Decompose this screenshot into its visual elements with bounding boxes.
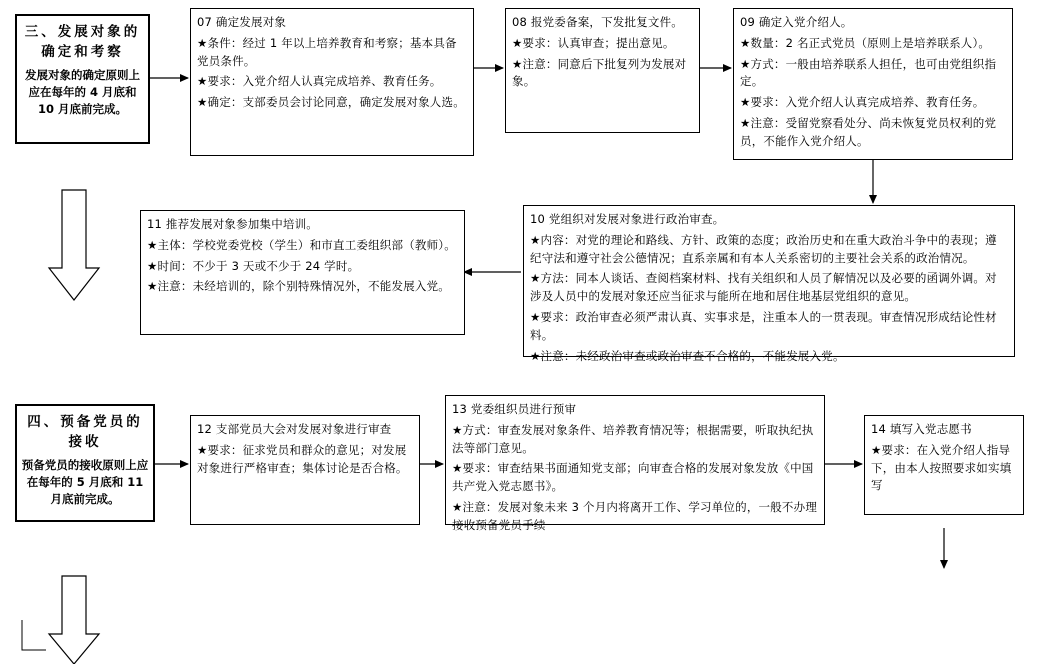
step-08-line-1: ★要求：认真审查；提出意见。 xyxy=(512,35,675,50)
step-10-line-2: ★方法：同本人谈话、查阅档案材料、找有关组织和人员了解情况以及必要的函调外调。对涉及人员中的发展对象还应当征求与能所在地和居住地基层党组织的意见。 xyxy=(530,271,997,304)
step-10-line-3: ★要求：政治审查必须严肃认真、实事求是，注重本人的一贯表现。审查情况形成结论性材料。 xyxy=(530,310,997,342)
step-10-line-4: ★注意：未经政治审查或政治审查不合格的，不能发展入党。 xyxy=(530,348,845,363)
step-08-box[interactable] xyxy=(505,8,700,133)
step-13-line-1: ★方式：审查发展对象条件、培养教育情况等；根据需要，听取执纪执法等部门意见。 xyxy=(452,422,814,455)
step-14-heading: 14 填写入党志愿书 xyxy=(871,422,972,436)
stage-3-subtitle: 发展对象的确定原则上应在每年的 4 月底和 10 月底前完成。 xyxy=(25,67,140,116)
step-09-line-1: ★数量：2 名正式党员（原则上是培养联系人）。 xyxy=(740,35,991,50)
stage-3-title: 三、发展对象的确定和考察 xyxy=(24,24,141,61)
step-09-box[interactable] xyxy=(733,8,1013,160)
step-07-heading: 07 确定发展对象 xyxy=(197,15,287,29)
stage-block-3 xyxy=(15,14,150,144)
stage-block-4 xyxy=(15,404,155,522)
stage-4-title: 四、预备党员的接收 xyxy=(27,414,143,451)
step-08-line-2: ★注意：同意后下批复列为发展对象。 xyxy=(512,56,687,89)
step-11-box[interactable] xyxy=(140,210,465,335)
step-07-line-1: ★条件：经过 1 年以上培养教育和考察；基本具备党员条件。 xyxy=(197,35,457,68)
step-08-heading: 08 报党委备案，下发批复文件。 xyxy=(512,15,683,29)
step-07-box[interactable] xyxy=(190,8,474,156)
step-09-line-4: ★注意：受留党察看处分、尚未恢复党员权利的党员，不能作入党介绍人。 xyxy=(740,116,997,148)
step-10-heading: 10 党组织对发展对象进行政治审查。 xyxy=(530,212,725,226)
step-07-line-2: ★要求：入党介绍人认真完成培养、教育任务。 xyxy=(197,74,442,89)
step-11-line-3: ★注意：未经培训的，除个别特殊情况外，不能发展入党。 xyxy=(147,279,451,294)
step-14-line-1: ★要求：在入党介绍人指导下，由本人按照要求如实填写 xyxy=(871,442,1012,493)
step-12-line-1: ★要求：征求党员和群众的意见；对发展对象进行严格审查；集体讨论是否合格。 xyxy=(197,442,408,475)
step-07-line-3: ★确定：支部委员会讨论同意，确定发展对象人选。 xyxy=(197,95,465,110)
step-12-box[interactable] xyxy=(190,415,420,525)
step-11-line-2: ★时间：不少于 3 天或不少于 24 学时。 xyxy=(147,258,360,273)
stage-4-subtitle: 预备党员的接收原则上应在每年的 5 月底和 11 月底前完成。 xyxy=(21,457,149,506)
step-12-heading: 12 支部党员大会对发展对象进行审查 xyxy=(197,422,392,436)
step-11-line-1: ★主体：学校党委党校（学生）和市直工委组织部（教师）。 xyxy=(147,237,456,252)
step-10-line-1: ★内容：对党的理论和路线、方针、政策的态度；政治历史和在重大政治斗争中的表现；遵纪守法和遵守社会公德情况；直系亲属和有本人关系密切的主要社会关系的政治情况。 xyxy=(530,232,997,265)
step-10-box[interactable] xyxy=(523,205,1015,363)
step-13-line-2: ★要求：审查结果书面通知党支部；向审查合格的发展对象发放《中国共产党入党志愿书》。 xyxy=(452,461,814,494)
step-13-box[interactable] xyxy=(445,395,825,532)
step-11-heading: 11 推荐发展对象参加集中培训。 xyxy=(147,217,318,231)
step-09-line-2: ★方式：一般由培养联系人担任，也可由党组织指定。 xyxy=(740,56,997,89)
step-13-heading: 13 党委组织员进行预审 xyxy=(452,402,577,416)
step-14-box[interactable] xyxy=(864,415,1024,515)
step-13-line-3: ★注意：发展对象未来 3 个月内将离开工作、学习单位的，一般不办理接收预备党员手续 xyxy=(452,500,818,532)
step-09-heading: 09 确定入党介绍人。 xyxy=(740,15,853,29)
step-09-line-3: ★要求：入党介绍人认真完成培养、教育任务。 xyxy=(740,95,985,110)
